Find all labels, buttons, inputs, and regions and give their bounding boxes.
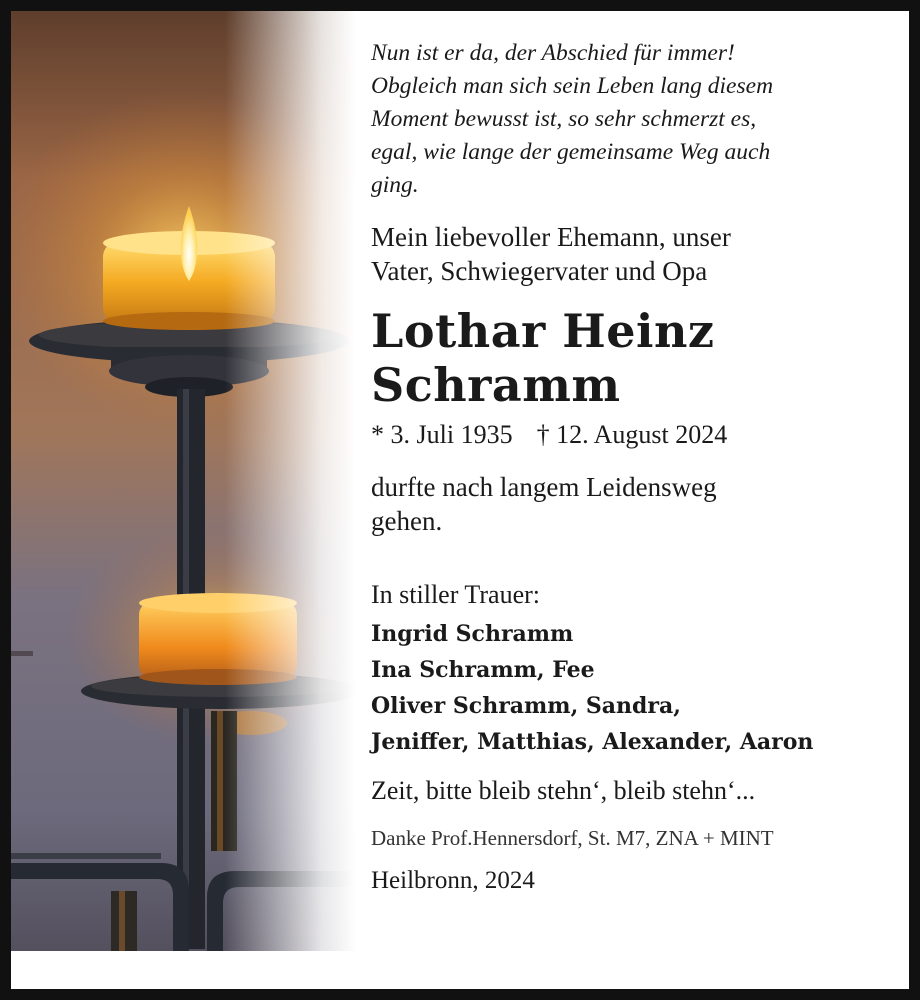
candle-photo [11,11,356,951]
mourner-line: Ingrid Schramm [371,621,574,647]
mourning-label: In stiller Trauer: [371,580,540,609]
place-year: Heilbronn, 2024 [371,867,535,894]
birth-date: * 3. Juli 1935 [371,420,513,449]
life-dates [371,418,911,452]
passed-text: durfte nach langem Leidensweg gehen. [371,472,717,536]
closing-quote: Zeit, bitte bleib stehn‘, bleib stehn‘... [371,776,756,805]
deceased-name: Lothar Heinz Schramm [371,304,715,412]
intro-text: Mein liebevoller Ehemann, unser Vater, Schwiegervater und Opa [371,222,731,286]
mourners-list [371,616,911,760]
thanks-note: Danke Prof.Hennersdorf, St. M7, ZNA + MINT [371,826,774,850]
mourner-line: Jeniffer, Matthias, Alexander, Aaron [371,729,814,755]
poem: Nun ist er da, der Abschied für immer! Obgleich man sich sein Leben lang diesem Moment bewusst ist, so sehr schmerzt es, egal, wie lange der gemeinsame Weg auch ging. [371,40,774,198]
obituary-text [371,37,911,897]
mourner-line: Ina Schramm, Fee [371,657,595,683]
mourner-line: Oliver Schramm, Sandra, [371,693,681,719]
death-date: † 12. August 2024 [536,420,728,449]
